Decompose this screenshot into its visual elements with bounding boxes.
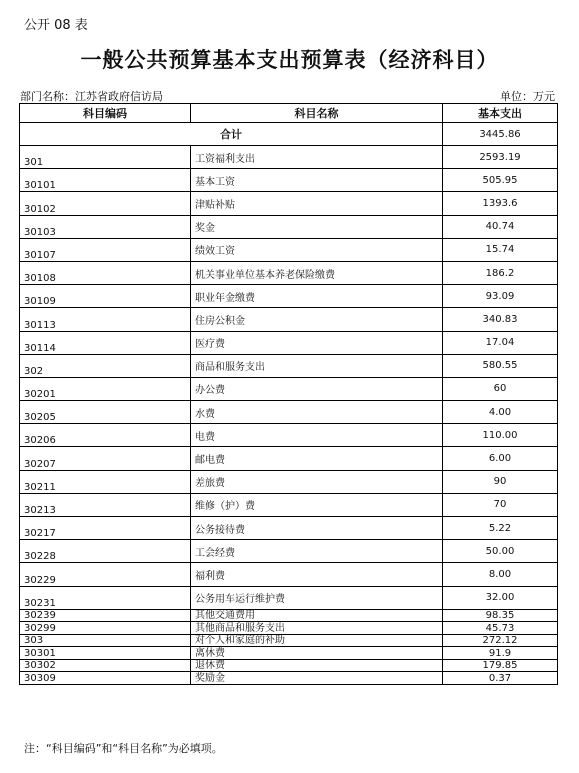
code-cell: 30301 bbox=[20, 647, 191, 660]
code-cell: 30101 bbox=[20, 169, 191, 192]
code-cell: 30229 bbox=[20, 563, 191, 586]
amount-cell: 272.12 bbox=[443, 634, 558, 647]
amount-cell: 15.74 bbox=[443, 238, 558, 261]
code-cell: 30217 bbox=[20, 517, 191, 540]
code-cell: 303 bbox=[20, 634, 191, 647]
amount-cell: 70 bbox=[443, 493, 558, 516]
table-row bbox=[20, 672, 558, 685]
name-cell: 办公费 bbox=[191, 377, 443, 400]
table-row bbox=[20, 470, 558, 493]
code-cell: 30107 bbox=[20, 238, 191, 261]
amount-cell: 90 bbox=[443, 470, 558, 493]
table-row bbox=[20, 354, 558, 377]
name-cell: 维修（护）费 bbox=[191, 493, 443, 516]
name-cell: 奖金 bbox=[191, 215, 443, 238]
amount-cell: 0.37 bbox=[443, 672, 558, 685]
footnote: 注：“科目编码”和“科目名称”为必填项。 bbox=[24, 742, 223, 755]
table-row bbox=[20, 447, 558, 470]
name-cell: 福利费 bbox=[191, 563, 443, 586]
amount-cell: 98.35 bbox=[443, 609, 558, 622]
name-cell: 邮电费 bbox=[191, 447, 443, 470]
amount-cell: 2593.19 bbox=[443, 146, 558, 169]
code-cell: 30114 bbox=[20, 331, 191, 354]
table-row bbox=[20, 647, 558, 660]
code-cell: 301 bbox=[20, 146, 191, 169]
budget-table bbox=[19, 103, 558, 685]
page-title: 一般公共预算基本支出预算表（经济科目） bbox=[80, 47, 499, 72]
code-cell: 30113 bbox=[20, 308, 191, 331]
code-cell: 30205 bbox=[20, 401, 191, 424]
code-cell: 30231 bbox=[20, 586, 191, 609]
amount-cell: 50.00 bbox=[443, 540, 558, 563]
amount-cell: 110.00 bbox=[443, 424, 558, 447]
amount-cell: 8.00 bbox=[443, 563, 558, 586]
table-row bbox=[20, 192, 558, 215]
header-row bbox=[20, 104, 558, 123]
name-cell: 商品和服务支出 bbox=[191, 354, 443, 377]
column-header-name: 科目名称 bbox=[191, 104, 443, 123]
table-row bbox=[20, 308, 558, 331]
table-row bbox=[20, 424, 558, 447]
amount-cell: 4.00 bbox=[443, 401, 558, 424]
amount-cell: 91.9 bbox=[443, 647, 558, 660]
name-cell: 水费 bbox=[191, 401, 443, 424]
name-cell: 工会经费 bbox=[191, 540, 443, 563]
amount-cell: 6.00 bbox=[443, 447, 558, 470]
table-row bbox=[20, 517, 558, 540]
code-cell: 30228 bbox=[20, 540, 191, 563]
table-row bbox=[20, 238, 558, 261]
code-cell: 30299 bbox=[20, 622, 191, 635]
name-cell: 医疗费 bbox=[191, 331, 443, 354]
table-row bbox=[20, 146, 558, 169]
name-cell: 奖励金 bbox=[191, 672, 443, 685]
amount-cell: 17.04 bbox=[443, 331, 558, 354]
table-row bbox=[20, 261, 558, 284]
total-row bbox=[20, 123, 558, 146]
code-cell: 30206 bbox=[20, 424, 191, 447]
table-row bbox=[20, 563, 558, 586]
department-name: 部门名称：江苏省政府信访局 bbox=[20, 90, 163, 103]
name-cell: 离休费 bbox=[191, 647, 443, 660]
table-row bbox=[20, 401, 558, 424]
code-cell: 30302 bbox=[20, 659, 191, 672]
amount-cell: 5.22 bbox=[443, 517, 558, 540]
amount-cell: 93.09 bbox=[443, 285, 558, 308]
name-cell: 公务接待费 bbox=[191, 517, 443, 540]
code-cell: 30102 bbox=[20, 192, 191, 215]
name-cell: 退休费 bbox=[191, 659, 443, 672]
column-header-amount: 基本支出 bbox=[443, 104, 558, 123]
amount-cell: 580.55 bbox=[443, 354, 558, 377]
name-cell: 对个人和家庭的补助 bbox=[191, 634, 443, 647]
table-row bbox=[20, 622, 558, 635]
code-cell: 30309 bbox=[20, 672, 191, 685]
code-cell: 302 bbox=[20, 354, 191, 377]
name-cell: 差旅费 bbox=[191, 470, 443, 493]
table-row bbox=[20, 169, 558, 192]
table-row bbox=[20, 609, 558, 622]
name-cell: 绩效工资 bbox=[191, 238, 443, 261]
code-cell: 30108 bbox=[20, 261, 191, 284]
total-label: 合计 bbox=[20, 123, 443, 146]
code-cell: 30207 bbox=[20, 447, 191, 470]
name-cell: 电费 bbox=[191, 424, 443, 447]
name-cell: 基本工资 bbox=[191, 169, 443, 192]
code-cell: 30103 bbox=[20, 215, 191, 238]
name-cell: 工资福利支出 bbox=[191, 146, 443, 169]
table-row bbox=[20, 285, 558, 308]
table-row bbox=[20, 540, 558, 563]
amount-cell: 60 bbox=[443, 377, 558, 400]
code-cell: 30239 bbox=[20, 609, 191, 622]
column-header-code: 科目编码 bbox=[20, 104, 191, 123]
unit-label: 单位：万元 bbox=[500, 90, 555, 103]
amount-cell: 340.83 bbox=[443, 308, 558, 331]
name-cell: 住房公积金 bbox=[191, 308, 443, 331]
code-cell: 30213 bbox=[20, 493, 191, 516]
amount-cell: 179.85 bbox=[443, 659, 558, 672]
table-row bbox=[20, 659, 558, 672]
amount-cell: 1393.6 bbox=[443, 192, 558, 215]
name-cell: 津贴补贴 bbox=[191, 192, 443, 215]
amount-cell: 505.95 bbox=[443, 169, 558, 192]
table-row bbox=[20, 586, 558, 609]
table-row bbox=[20, 331, 558, 354]
table-row bbox=[20, 493, 558, 516]
table-row bbox=[20, 634, 558, 647]
table-row bbox=[20, 377, 558, 400]
table-row bbox=[20, 215, 558, 238]
code-cell: 30211 bbox=[20, 470, 191, 493]
form-number: 公开 08 表 bbox=[24, 18, 88, 33]
name-cell: 职业年金缴费 bbox=[191, 285, 443, 308]
amount-cell: 186.2 bbox=[443, 261, 558, 284]
name-cell: 机关事业单位基本养老保险缴费 bbox=[191, 261, 443, 284]
amount-cell: 32.00 bbox=[443, 586, 558, 609]
code-cell: 30201 bbox=[20, 377, 191, 400]
code-cell: 30109 bbox=[20, 285, 191, 308]
amount-cell: 40.74 bbox=[443, 215, 558, 238]
total-value: 3445.86 bbox=[443, 123, 558, 146]
amount-cell: 45.73 bbox=[443, 622, 558, 635]
name-cell: 公务用车运行维护费 bbox=[191, 586, 443, 609]
name-cell: 其他交通费用 bbox=[191, 609, 443, 622]
name-cell: 其他商品和服务支出 bbox=[191, 622, 443, 635]
